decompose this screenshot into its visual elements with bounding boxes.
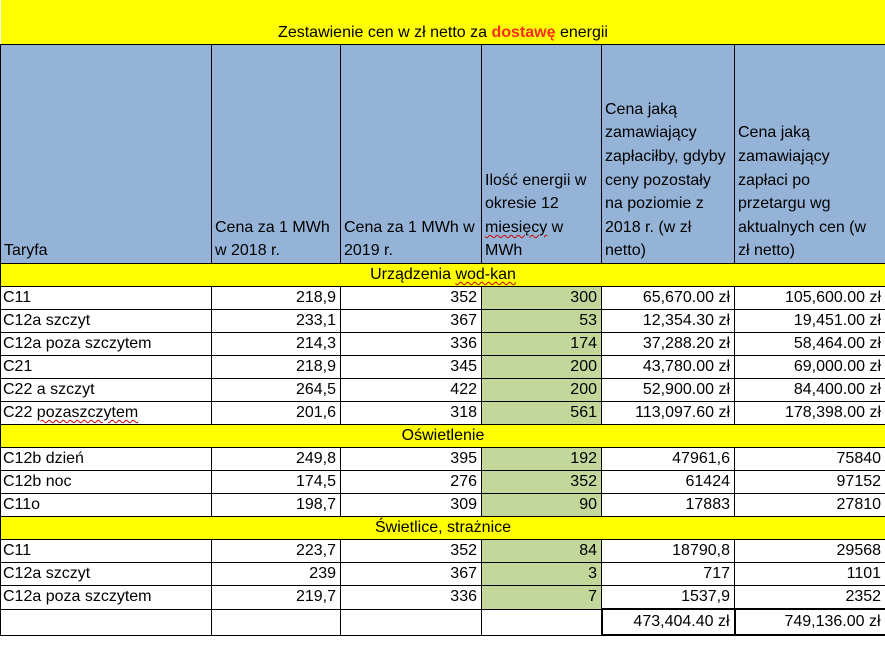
table-row: C12a poza szczytem 214,3 336 174 37,288.20 zł 58,464.00 zł bbox=[1, 333, 885, 356]
title-highlight: dostawę bbox=[491, 24, 556, 41]
header-price-2019: Cena za 1 MWh w 2019 r. bbox=[341, 45, 482, 264]
header-taryfa: Taryfa bbox=[1, 45, 212, 264]
table-row: C11o 198,7 309 90 17883 27810 bbox=[1, 494, 885, 517]
total-cost-tender: 749,136.00 zł bbox=[735, 609, 885, 635]
title-row bbox=[1, 22, 885, 45]
header-cost-2018: Cena jaką zamawiający zapłaciłby, gdyby ceny pozostały na poziomie z 2018 r. (w zł netto) bbox=[602, 45, 735, 264]
table-row: C22 a szczyt 264,5 422 200 52,900.00 zł 84,400.00 zł bbox=[1, 379, 885, 402]
table-row: C12a poza szczytem 219,7 336 7 1537,9 2352 bbox=[1, 586, 885, 610]
header-cost-tender: Cena jaką zamawiający zapłaci po przetargu wg aktualnych cen (w zł netto) bbox=[735, 45, 885, 264]
table-row: C21 218,9 345 200 43,780.00 zł 69,000.00 zł bbox=[1, 356, 885, 379]
section-header-wod-kan: Urządzenia wod-kan bbox=[1, 264, 885, 287]
table-title: Zestawienie cen w zł netto za dostawę energii bbox=[1, 22, 885, 45]
table-row: C22 pozaszczytem 201,6 318 561 113,097.60 zł 178,398.00 zł bbox=[1, 402, 885, 425]
table-row: C12a szczyt 233,1 367 53 12,354.30 zł 19,451.00 zł bbox=[1, 310, 885, 333]
table-row: C11 223,7 352 84 18790,8 29568 bbox=[1, 540, 885, 563]
header-price-2018: Cena za 1 MWh w 2018 r. bbox=[212, 45, 341, 264]
table-row: C12a szczyt 239 367 3 717 1101 bbox=[1, 563, 885, 586]
section-header-oswietlenie: Oświetlenie bbox=[1, 425, 885, 448]
table-row: C12b dzień 249,8 395 192 47961,6 75840 bbox=[1, 448, 885, 471]
section-header-swietlice: Świetlice, strażnice bbox=[1, 517, 885, 540]
totals-row bbox=[1, 609, 885, 635]
header-quantity: Ilość energii w okresie 12 miesięcy w MWh bbox=[482, 45, 602, 264]
table-row: C11 218,9 352 300 65,670.00 zł 105,600.00 zł bbox=[1, 287, 885, 310]
title-spacer-row bbox=[1, 0, 885, 22]
total-cost-2018: 473,404.40 zł bbox=[602, 609, 735, 635]
table-row: C12b noc 174,5 276 352 61424 97152 bbox=[1, 471, 885, 494]
header-row bbox=[1, 45, 885, 264]
